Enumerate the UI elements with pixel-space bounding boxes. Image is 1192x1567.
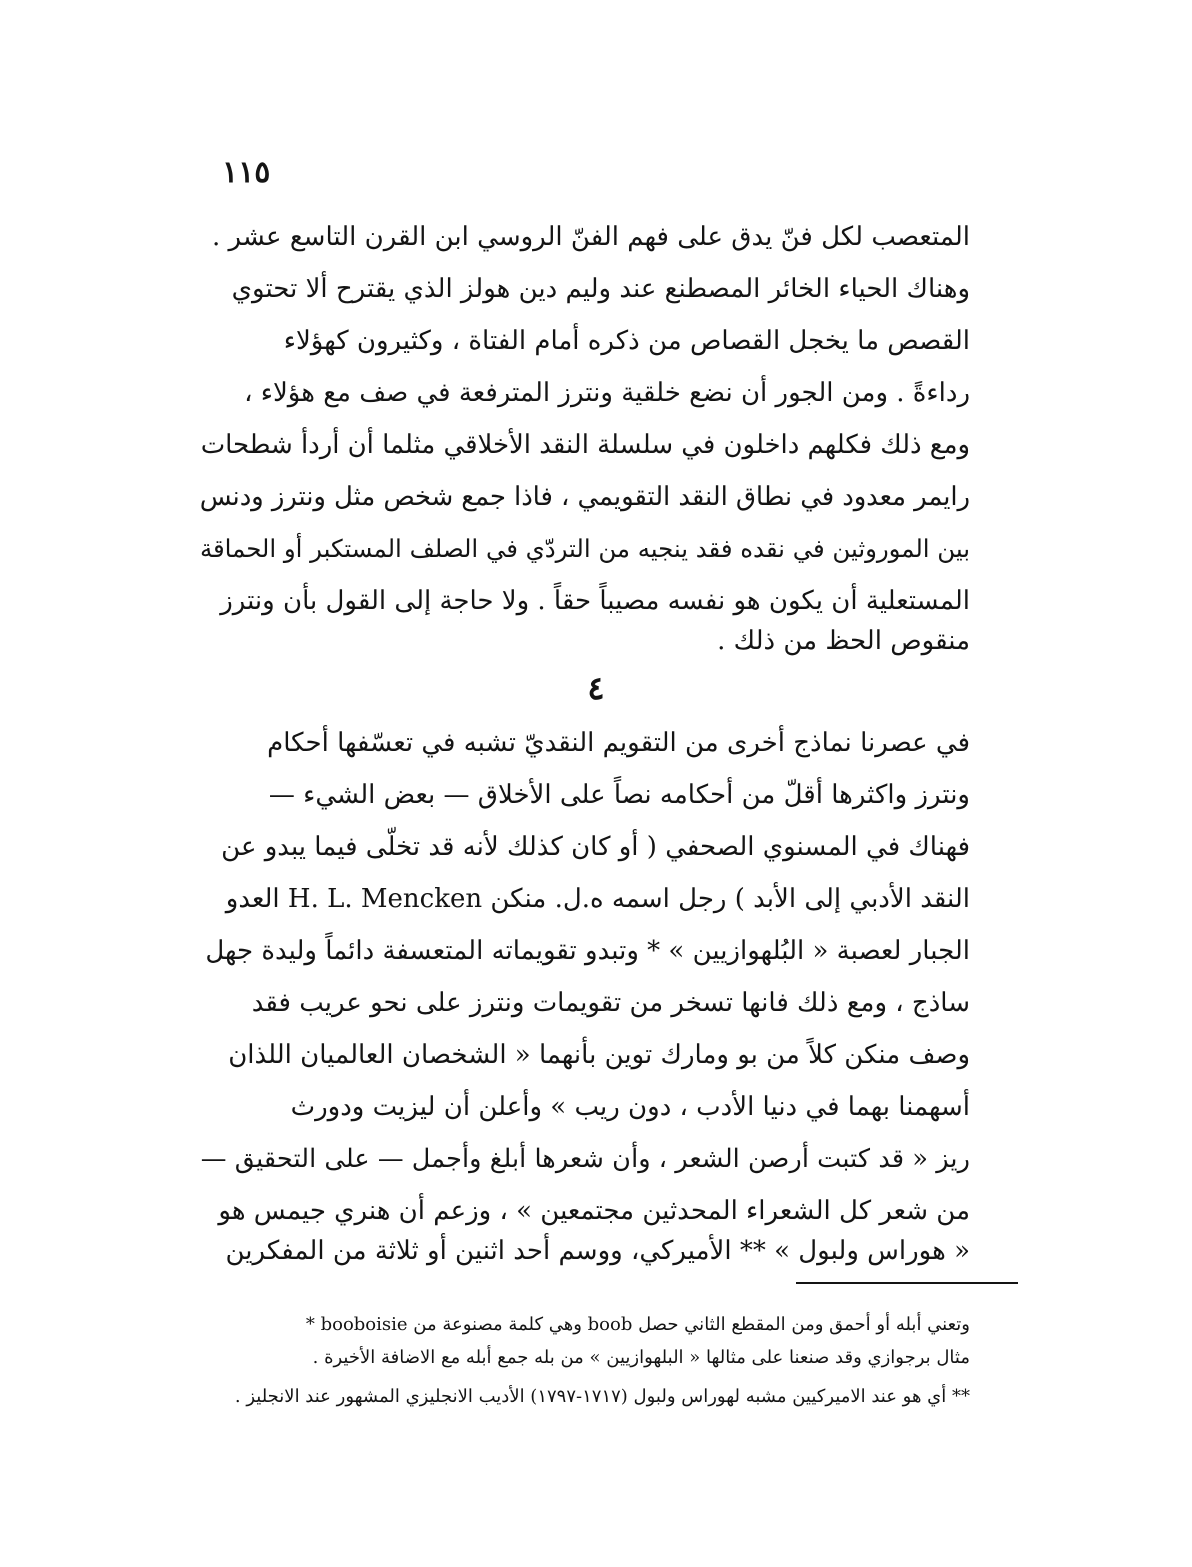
body-line: القصص ما يخجل القصاص من ذكره أمام الفتاة ، وكثيرون كهؤلاء bbox=[283, 326, 970, 356]
body-line: المتعصب لكل فنّ يدق على فهم الفنّ الروسي ابن القرن التاسع عشر . bbox=[211, 222, 970, 252]
footnote-line: ** أي هو عند الاميركيين مشبه لهوراس ولبول (١٧١٧-١٧٩٧) الأديب الانجليزي المشهور عند الانجليز . bbox=[234, 1386, 970, 1407]
footnote-line: مثال برجوازي وقد صنعنا على مثالها « البلهوازيين » من بله جمع أبله مع الاضافة الأخيرة . bbox=[312, 1347, 970, 1368]
footnote-line: * booboisie وهي كلمة مصنوعة من boob وتعني أبله أو أحمق ومن المقطع الثاني حصل bbox=[305, 1314, 970, 1335]
body-line: ساذج ، ومع ذلك فانها تسخر من تقويمات ونترز على نحو عريب فقد bbox=[251, 988, 970, 1018]
body-line: فهناك في المسنوي الصحفي ( أو كان كذلك لأنه قد تخلّى فيما يبدو عن bbox=[221, 832, 970, 862]
body-line: « هوراس ولبول » ** الأميركي، ووسم أحد اثنين أو ثلاثة من المفكرين bbox=[225, 1236, 970, 1266]
body-line: الجبار لعصبة « البُلهوازيين » * وتبدو تقويماته المتعسفة دائماً وليدة جهل bbox=[205, 936, 970, 966]
body-line: أسهمنا بهما في دنيا الأدب ، دون ريب » وأعلن أن ليزيت ودورث bbox=[290, 1092, 970, 1122]
body-line: المستعلية أن يكون هو نفسه مصيباً حقاً . ولا حاجة إلى القول بأن ونترز bbox=[220, 586, 970, 616]
body-line: وهناك الحياء الخائر المصطنع عند وليم دين هولز الذي يقترح ألا تحتوي bbox=[231, 274, 970, 304]
body-line: ومع ذلك فكلهم داخلون في سلسلة النقد الأخلاقي مثلما أن أردأ شطحات bbox=[200, 430, 970, 460]
body-line: في عصرنا نماذج أخرى من التقويم النقديّ تشبه في تعسّفها أحكام bbox=[267, 728, 970, 758]
body-line: رداءةً . ومن الجور أن نضع خلقية ونترز المترفعة في صف مع هؤلاء ، bbox=[244, 378, 970, 408]
body-line: من شعر كل الشعراء المحدثين مجتمعين » ، وزعم أن هنري جيمس هو bbox=[218, 1196, 970, 1226]
body-line: ونترز واكثرها أقلّ من أحكامه نصاً على الأخلاق — بعض الشيء — bbox=[268, 780, 970, 810]
body-line: النقد الأدبي إلى الأبد ) رجل اسمه ه.ل. منكن H. L. Mencken العدو bbox=[225, 884, 970, 914]
body-line: ريز « قد كتبت أرصن الشعر ، وأن شعرها أبلغ وأجمل — على التحقيق — bbox=[200, 1144, 970, 1174]
body-line: بين الموروثين في نقده فقد ينجيه من التردّي في الصلف المستكبر أو الحماقة bbox=[199, 534, 970, 563]
body-line: وصف منكن كلاً من بو ومارك توين بأنهما « الشخصان العالميان اللذان bbox=[228, 1040, 970, 1070]
section-number: ٤ bbox=[587, 669, 605, 707]
body-line: منقوص الحظ من ذلك . bbox=[717, 626, 970, 656]
body-line: رايمر معدود في نطاق النقد التقويمي ، فاذا جمع شخص مثل ونترز ودنس bbox=[199, 482, 970, 512]
page-number: ١١٥ bbox=[222, 155, 271, 190]
footnote-divider bbox=[796, 1282, 1018, 1284]
